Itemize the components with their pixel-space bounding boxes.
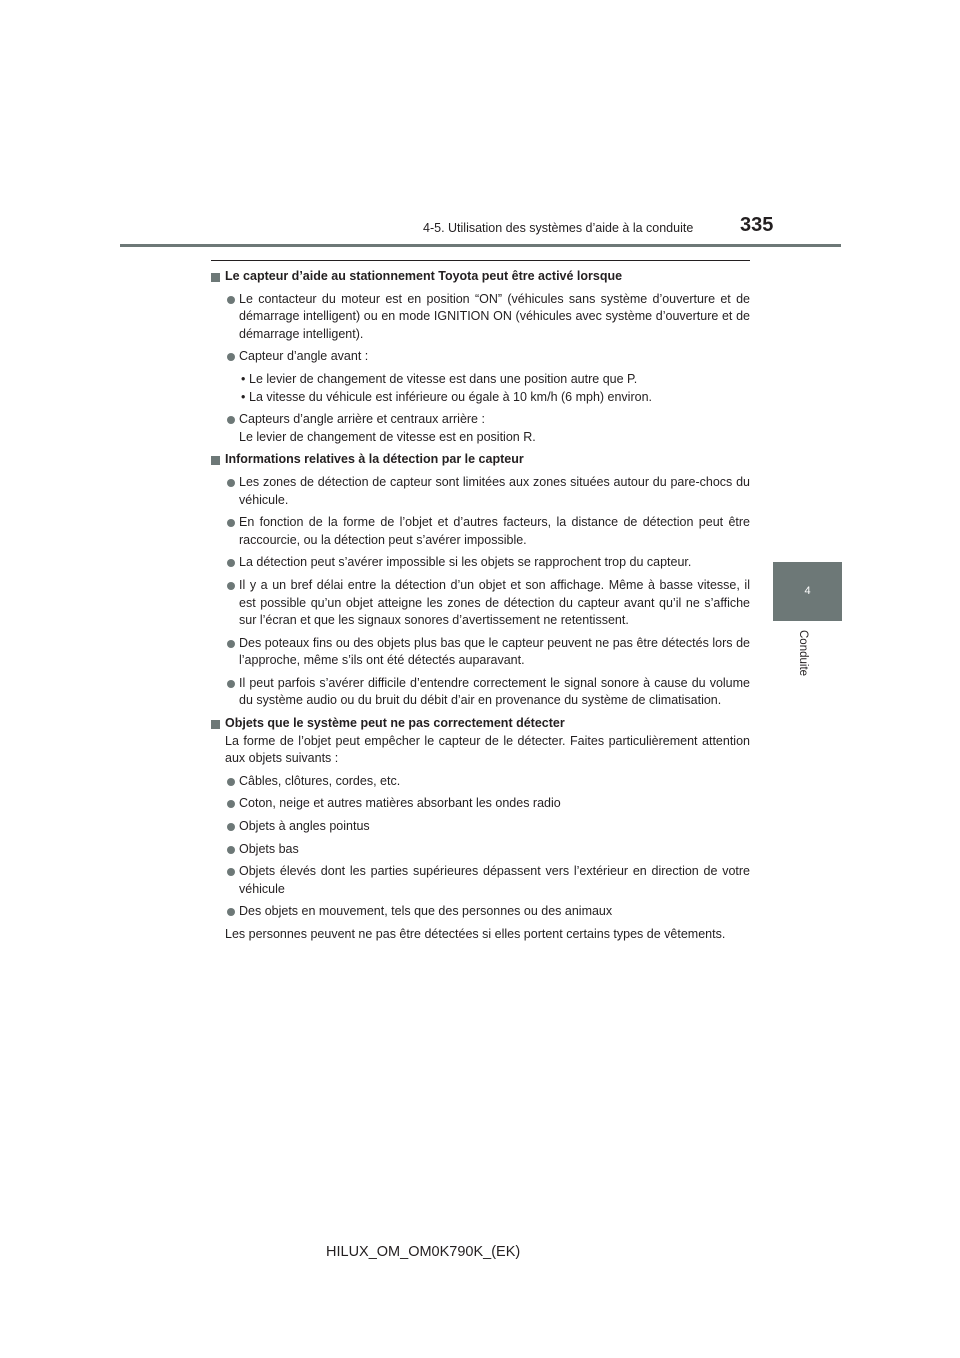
- section-heading: Objets que le système peut ne pas correctement détecter: [211, 715, 750, 733]
- section-heading: Le capteur d’aide au stationnement Toyota peut être activé lorsque: [211, 268, 750, 286]
- list-item: Coton, neige et autres matières absorbant les ondes radio: [211, 795, 750, 813]
- round-bullet-icon: [227, 479, 235, 487]
- round-bullet-icon: [227, 778, 235, 786]
- list-item: En fonction de la forme de l’objet et d’autres facteurs, la distance de détection peut être raccourcie, ou la détection peut s’avérer impossible.: [211, 514, 750, 549]
- header-rule: [120, 244, 841, 247]
- running-header-section: 4-5. Utilisation des systèmes d’aide à la conduite: [423, 221, 694, 235]
- sub-list-item: • La vitesse du véhicule est inférieure ou égale à 10 km/h (6 mph) environ.: [211, 389, 750, 407]
- round-bullet-icon: [227, 559, 235, 567]
- section-heading: Informations relatives à la détection par le capteur: [211, 451, 750, 469]
- round-bullet-icon: [227, 846, 235, 854]
- list-item: Il peut parfois s’avérer difficile d’entendre correctement le signal sonore à cause du volume du système audio ou du bruit du débit d’air en provenance du système de climatisation.: [211, 675, 750, 710]
- list-item: Objets à angles pointus: [211, 818, 750, 836]
- round-bullet-icon: [227, 868, 235, 876]
- list-item: La détection peut s’avérer impossible si les objets se rapprochent trop du capteur.: [211, 554, 750, 572]
- round-bullet-icon: [227, 353, 235, 361]
- round-bullet-icon: [227, 823, 235, 831]
- list-item: Le contacteur du moteur est en position “ON” (véhicules sans système d’ouverture et de démarrage intelligent) ou en mode IGNITION ON (véhicules avec système d’ouverture et de démarrage intelligent).: [211, 291, 750, 344]
- sub-list-item: • Le levier de changement de vitesse est dans une position autre que P.: [211, 371, 750, 389]
- round-bullet-icon: [227, 640, 235, 648]
- list-item: Objets bas: [211, 841, 750, 859]
- round-bullet-icon: [227, 908, 235, 916]
- round-bullet-icon: [227, 680, 235, 688]
- page-content: [211, 268, 750, 949]
- document-code: HILUX_OM_OM0K790K_(EK): [326, 1244, 521, 1260]
- list-item: Câbles, clôtures, cordes, etc.: [211, 773, 750, 791]
- square-bullet-icon: [211, 273, 220, 282]
- round-bullet-icon: [227, 582, 235, 590]
- square-bullet-icon: [211, 456, 220, 465]
- sub-bullet-marker: •: [241, 389, 246, 404]
- square-bullet-icon: [211, 720, 220, 729]
- paragraph: Les personnes peuvent ne pas être détectées si elles portent certains types de vêtements.: [225, 927, 726, 941]
- content-top-rule: [211, 260, 750, 261]
- round-bullet-icon: [227, 519, 235, 527]
- round-bullet-icon: [227, 416, 235, 424]
- list-item: Des objets en mouvement, tels que des personnes ou des animaux: [211, 903, 750, 921]
- round-bullet-icon: [227, 296, 235, 304]
- list-item: Objets élevés dont les parties supérieures dépassent vers l’extérieur en direction de votre véhicule: [211, 863, 750, 898]
- paragraph: La forme de l’objet peut empêcher le capteur de le détecter. Faites particulièrement attention aux objets suivants :: [225, 733, 750, 766]
- chapter-label: Conduite: [797, 630, 809, 677]
- list-item: Capteurs d’angle arrière et centraux arrière : Le levier de changement de vitesse est en position R.: [211, 411, 750, 446]
- list-item: Des poteaux fins ou des objets plus bas que le capteur peuvent ne pas être détectés lors de l’approche, même s’ils ont été détectés auparavant.: [211, 635, 750, 670]
- round-bullet-icon: [227, 800, 235, 808]
- chapter-label-wrap: [773, 622, 842, 702]
- chapter-tab: 4: [773, 562, 842, 621]
- list-item: Les zones de détection de capteur sont limitées aux zones situées autour du pare-chocs du véhicule.: [211, 474, 750, 509]
- list-item: Capteur d’angle avant :: [211, 348, 750, 366]
- page-number: 335: [740, 214, 774, 236]
- sub-bullet-marker: •: [241, 371, 246, 386]
- list-item: Il y a un bref délai entre la détection d’un objet et son affichage. Même à basse vitesse, il est possible qu’un objet atteigne les zones de détection du capteur avant qu’il ne s’affiche sur l’écran et que les signaux sonores d’avertissement ne retentissent.: [211, 577, 750, 630]
